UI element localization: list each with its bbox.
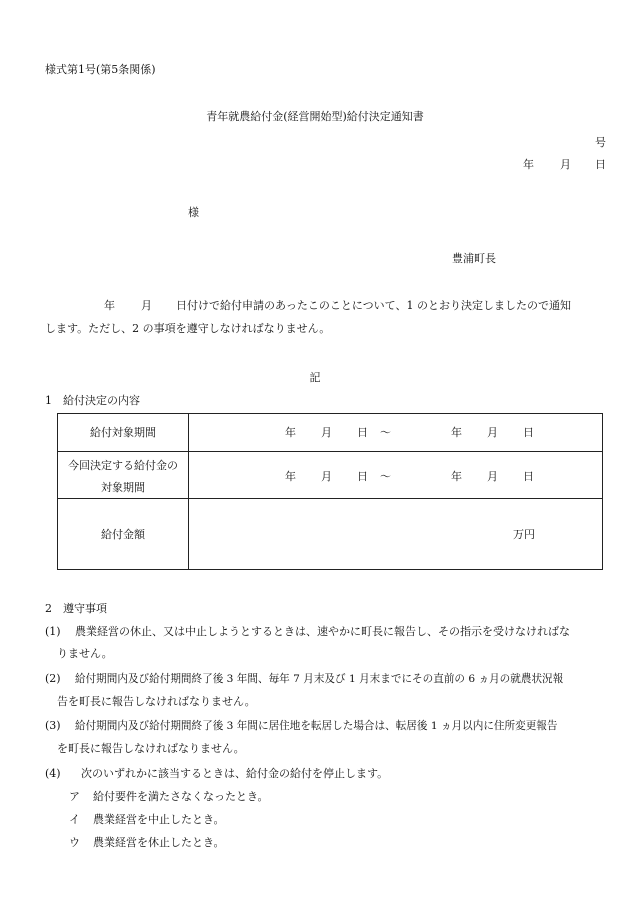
amount-unit: 万円 bbox=[513, 528, 535, 541]
date-month: 月 bbox=[560, 158, 571, 171]
row2-tilde: ～ bbox=[380, 470, 391, 483]
section1-heading: 1 給付決定の内容 bbox=[45, 394, 140, 407]
table-divider bbox=[58, 498, 602, 499]
row2-start-month: 月 bbox=[321, 470, 332, 483]
row-label-amount: 給付金額 bbox=[101, 528, 145, 541]
row2-end-year: 年 bbox=[451, 470, 462, 483]
row1-end-day: 日 bbox=[523, 426, 534, 439]
body-day-text: 日付けで給付申請のあったこのことについて、1 のとおり決定しましたので通知 bbox=[176, 299, 571, 312]
row1-end-year: 年 bbox=[451, 426, 462, 439]
item-number: (1) bbox=[45, 625, 61, 638]
date-day: 日 bbox=[595, 158, 606, 171]
row2-start-year: 年 bbox=[285, 470, 296, 483]
row-label-current-period-line2: 対象期間 bbox=[101, 481, 145, 494]
number-label: 号 bbox=[595, 136, 606, 149]
body-month: 月 bbox=[141, 299, 152, 312]
item-text-line2: を町長に報告しなければなりません。 bbox=[57, 742, 245, 755]
row2-end-day: 日 bbox=[523, 470, 534, 483]
body-line2: します。ただし、2 の事項を遵守しなければなりません。 bbox=[45, 322, 331, 335]
body-year: 年 bbox=[104, 299, 115, 312]
row1-tilde: ～ bbox=[380, 426, 391, 439]
item-number: (4) bbox=[45, 767, 61, 780]
sub-item-text: 農業経営を中止したとき。 bbox=[93, 813, 225, 826]
item-text-line2: 告を町長に報告しなければなりません。 bbox=[57, 695, 256, 708]
decision-table bbox=[57, 413, 603, 570]
item-number: (3) bbox=[45, 719, 61, 732]
form-id: 様式第1号(第5条関係) bbox=[45, 63, 156, 76]
row1-end-month: 月 bbox=[487, 426, 498, 439]
sub-item-text: 給付要件を満たさなくなったとき。 bbox=[93, 790, 269, 803]
recipient-suffix: 様 bbox=[188, 206, 199, 219]
row2-end-month: 月 bbox=[487, 470, 498, 483]
section2-heading: 2 遵守事項 bbox=[45, 602, 107, 615]
issuer-name: 豊浦町長 bbox=[452, 252, 496, 265]
document-title: 青年就農給付金(経営開始型)給付決定通知書 bbox=[206, 110, 424, 123]
item-number: (2) bbox=[45, 672, 61, 685]
sub-item-mark: ア bbox=[69, 790, 80, 803]
sub-item-text: 農業経営を休止したとき。 bbox=[93, 836, 225, 849]
item-text-line1: 給付期間内及び給付期間終了後 3 年間に居住地を転居した場合は、転居後 1 ヵ月以内に住所変更報告 bbox=[75, 720, 558, 732]
item-text-line1: 次のいずれかに該当するときは、給付金の給付を停止します。 bbox=[81, 767, 389, 780]
table-column-divider bbox=[188, 414, 189, 569]
table-divider bbox=[58, 451, 602, 452]
sub-item-mark: ウ bbox=[69, 836, 80, 849]
item-text-line2: りません。 bbox=[57, 647, 113, 660]
item-text-line1: 給付期間内及び給付期間終了後 3 年間、毎年 7 月末及び 1 月末までにその直前の 6 ヵ月の就農状況報 bbox=[75, 673, 564, 685]
row-label-period: 給付対象期間 bbox=[90, 426, 156, 439]
item-text-line1: 農業経営の休止、又は中止しようとするときは、速やかに町長に報告し、その指示を受けなければな bbox=[75, 625, 570, 638]
row1-start-month: 月 bbox=[321, 426, 332, 439]
row-label-current-period-line1: 今回決定する給付金の bbox=[68, 459, 178, 472]
sub-item-mark: イ bbox=[69, 813, 80, 826]
ki-heading: 記 bbox=[309, 371, 321, 384]
date-year: 年 bbox=[523, 158, 534, 171]
row1-start-day: 日 bbox=[357, 426, 368, 439]
row1-start-year: 年 bbox=[285, 426, 296, 439]
row2-start-day: 日 bbox=[357, 470, 368, 483]
